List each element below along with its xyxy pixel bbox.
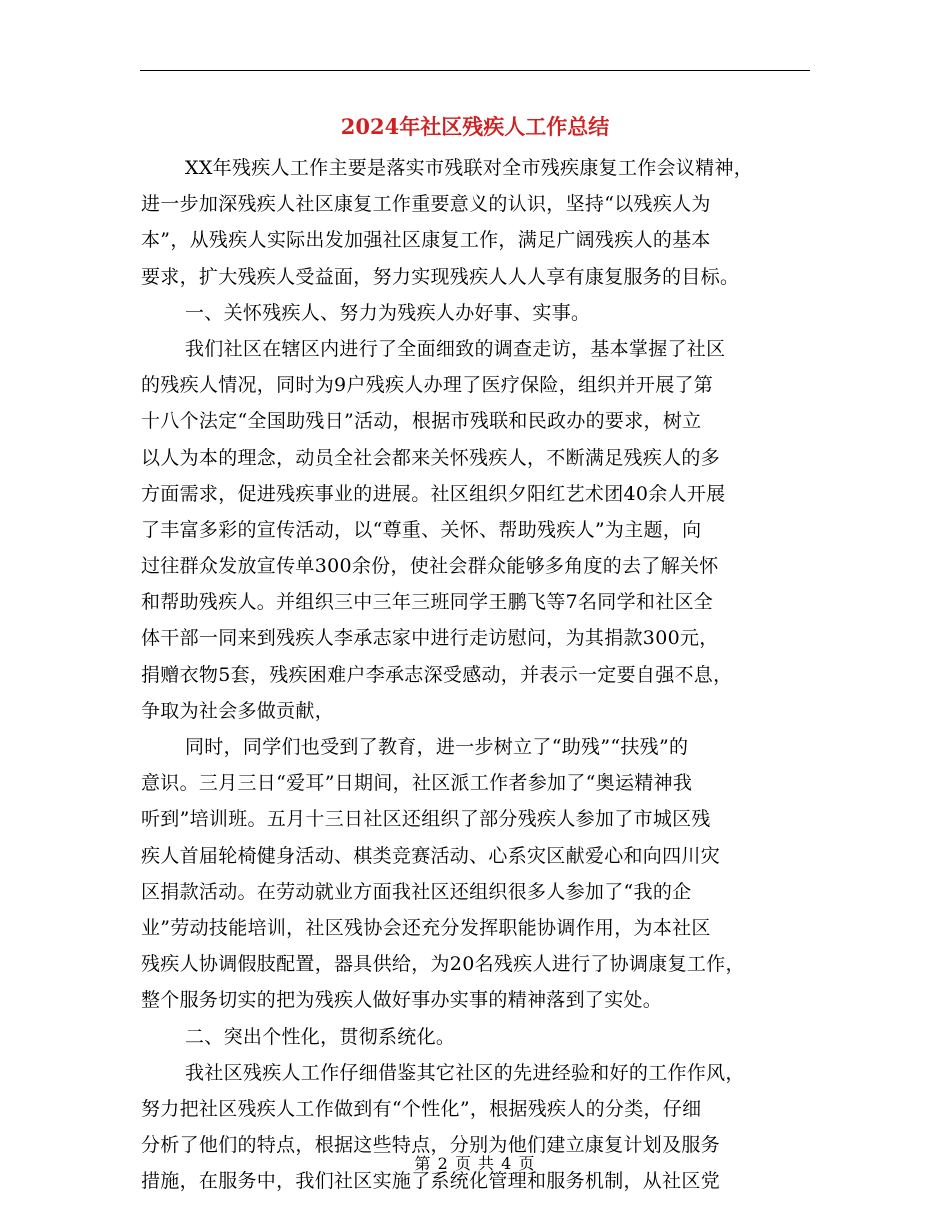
text-line: 十八个法定“全国助残日”活动，根据市残联和民政办的要求，树立 <box>141 410 702 433</box>
text-line: 业”劳动技能培训，社区残协会还充分发挥职能协调作用，为本社区 <box>141 916 711 939</box>
footer-total-pages: 4 <box>501 1154 513 1173</box>
text-line: 的残疾人情况，同时为9户残疾人办理了医疗保险，组织并开展了第 <box>141 374 714 397</box>
text-line: 本”，从残疾人实际出发加强社区康复工作，满足广阔残疾人的基本 <box>141 229 711 252</box>
text-line: 争取为社会多做贡献， <box>141 699 335 722</box>
footer-total-label: 共 <box>478 1154 496 1173</box>
text-line: 体干部一同来到残疾人李承志家中进行走访慰问，为其捐款300元， <box>141 627 719 650</box>
text-line: 整个服务切实的把为残疾人做好事办实事的精神落到了实处。 <box>141 989 663 1012</box>
text-line: 过往群众发放宣传单300余份，使社会群众能够多角度的去了解关怀 <box>141 555 719 578</box>
text-line: 一、关怀残疾人、努力为残疾人办好事、实事。 <box>185 301 591 324</box>
text-line: 和帮助残疾人。并组织三中三年三班同学王鹏飞等7名同学和社区全 <box>141 591 714 614</box>
text-line: 意识。三月三日“爱耳”日期间，社区派工作者参加了“奥运精神我 <box>141 772 693 795</box>
text-line: 努力把社区残疾人工作做到有“个性化”，根据残疾人的分类，仔细 <box>141 1097 702 1120</box>
text-line: 进一步加深残疾人社区康复工作重要意义的认识，坚持“以残疾人为 <box>141 193 711 216</box>
document-body <box>141 150 811 1199</box>
text-line: 捐赠衣物5套，残疾困难户李承志深受感动，并表示一定要自强不息， <box>141 663 733 686</box>
footer-page-label: 页 <box>454 1154 472 1173</box>
header-rule <box>140 70 810 71</box>
text-line: 方面需求，促进残疾事业的进展。社区组织夕阳红艺术团40余人开展 <box>141 482 726 505</box>
text-line: 以人为本的理念，动员全社会都来关怀残疾人，不断满足残疾人的多 <box>141 446 721 469</box>
text-line: 了丰富多彩的宣传活动，以“尊重、关怀、帮助残疾人”为主题，向 <box>141 518 702 541</box>
text-line: 残疾人协调假肢配置，器具供给，为20名残疾人进行了协调康复工作， <box>141 953 745 976</box>
text-line: 同时，同学们也受到了教育，进一步树立了“助残”“扶残”的 <box>185 736 689 758</box>
text-line: XX年残疾人工作主要是落实市残联对全市残疾康复工作会议精神， <box>185 157 754 179</box>
text-line: 我们社区在辖区内进行了全面细致的调查走访，基本掌握了社区 <box>185 337 726 360</box>
text-line: 我社区残疾人工作仔细借鉴其它社区的先进经验和好的工作作风， <box>185 1061 745 1084</box>
footer-suffix: 页 <box>518 1154 536 1173</box>
text-line: 措施，在服务中，我们社区实施了系统化管理和服务机制，从社区党 <box>141 1170 721 1193</box>
text-line: 二、突出个性化，贯彻系统化。 <box>185 1025 456 1048</box>
text-line: 要求，扩大残疾人受益面，努力实现残疾人人人享有康复服务的目标。 <box>141 265 740 288</box>
text-line: 区捐款活动。在劳动就业方面我社区还组织很多人参加了“我的企 <box>141 880 692 903</box>
document-title: 2024年社区残疾人工作总结 <box>340 114 610 139</box>
footer-prefix: 第 <box>414 1154 432 1173</box>
text-line: 分析了他们的特点，根据这些特点，分别为他们建立康复计划及服务 <box>141 1134 721 1157</box>
footer-current-page: 2 <box>437 1154 449 1173</box>
text-line: 听到”培训班。五月十三日社区还组织了部分残疾人参加了市城区残 <box>141 808 711 831</box>
page-footer <box>0 1150 950 1178</box>
text-line: 疾人首届轮椅健身活动、棋类竞赛活动、心系灾区献爱心和向四川灾 <box>141 844 721 867</box>
